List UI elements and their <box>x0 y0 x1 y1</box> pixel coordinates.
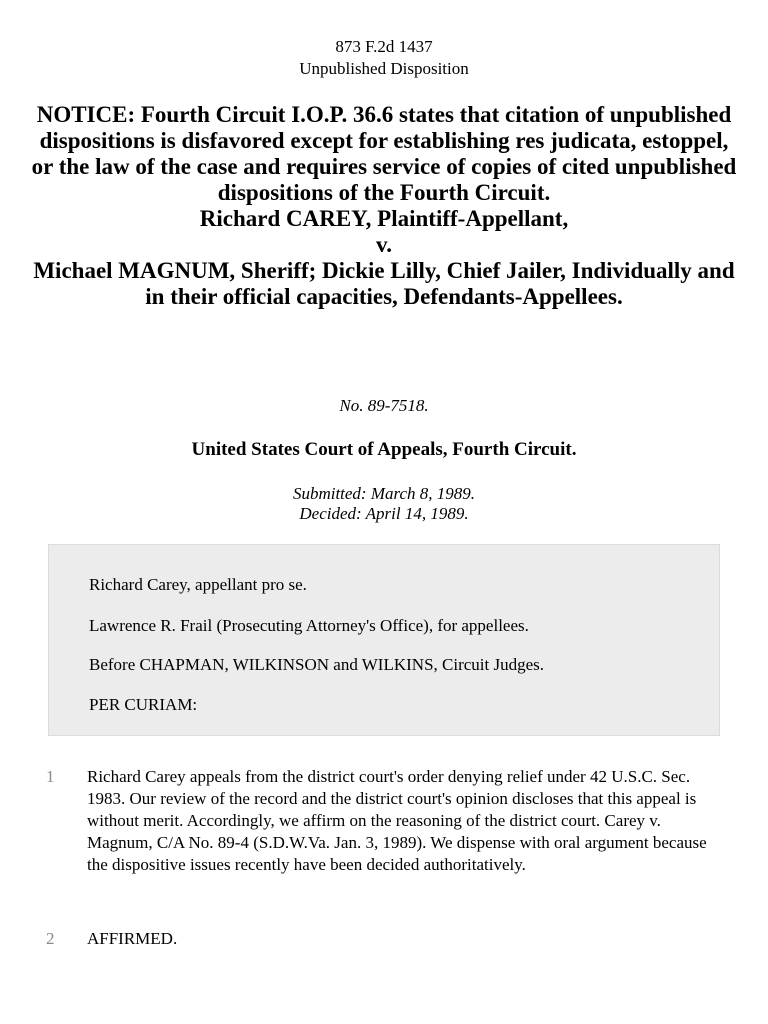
per-curiam-label: PER CURIAM: <box>89 695 198 714</box>
appellee-counsel: Lawrence R. Frail (Prosecuting Attorney's Office), for appellees. <box>89 616 529 635</box>
paragraph-number: 1 <box>46 767 55 786</box>
reporter-citation: 873 F.2d 1437 <box>335 37 433 56</box>
paragraph-number: 2 <box>46 929 55 948</box>
plaintiff-line: Richard CAREY, Plaintiff-Appellant, <box>199 206 569 231</box>
case-dates <box>0 484 768 524</box>
counsel-panel <box>48 544 720 736</box>
versus-line: v. <box>376 232 392 257</box>
citation-header <box>0 36 768 80</box>
decided-date: Decided: April 14, 1989. <box>299 504 469 523</box>
notice-text: NOTICE: Fourth Circuit I.O.P. 36.6 states that citation of unpublished dispositions is disfavored except for establishing res judicata, estoppel, or the law of the case and requires service of copies of cited unpublished dispositions of the Fourth Circuit. <box>31 102 737 205</box>
court-name: United States Court of Appeals, Fourth Circuit. <box>191 439 577 460</box>
defendants-line: Michael MAGNUM, Sheriff; Dickie Lilly, Chief Jailer, Individually and in their official capacities, Defendants-Appellees. <box>33 258 735 309</box>
case-heading <box>30 102 738 310</box>
paragraph-text: AFFIRMED. <box>87 929 178 948</box>
paragraph-text: Richard Carey appeals from the district court's order denying relief under 42 U.S.C. Sec. 1983. Our review of the record and the district court's opinion discloses that this appeal is without merit. Accordingly, we affirm on the reasoning of the district court. Carey v. Magnum, C/A No. 89-4 (S.D.W.Va. Jan. 3, 1989). We dispense with oral argument because the dispositive issues recently have been decided authoritatively. <box>87 767 707 874</box>
judges-line: Before CHAPMAN, WILKINSON and WILKINS, Circuit Judges. <box>89 655 545 674</box>
disposition-label: Unpublished Disposition <box>299 59 469 78</box>
docket-number: No. 89-7518. <box>339 396 429 415</box>
appellant-counsel: Richard Carey, appellant pro se. <box>89 575 307 594</box>
submitted-date: Submitted: March 8, 1989. <box>292 484 476 503</box>
